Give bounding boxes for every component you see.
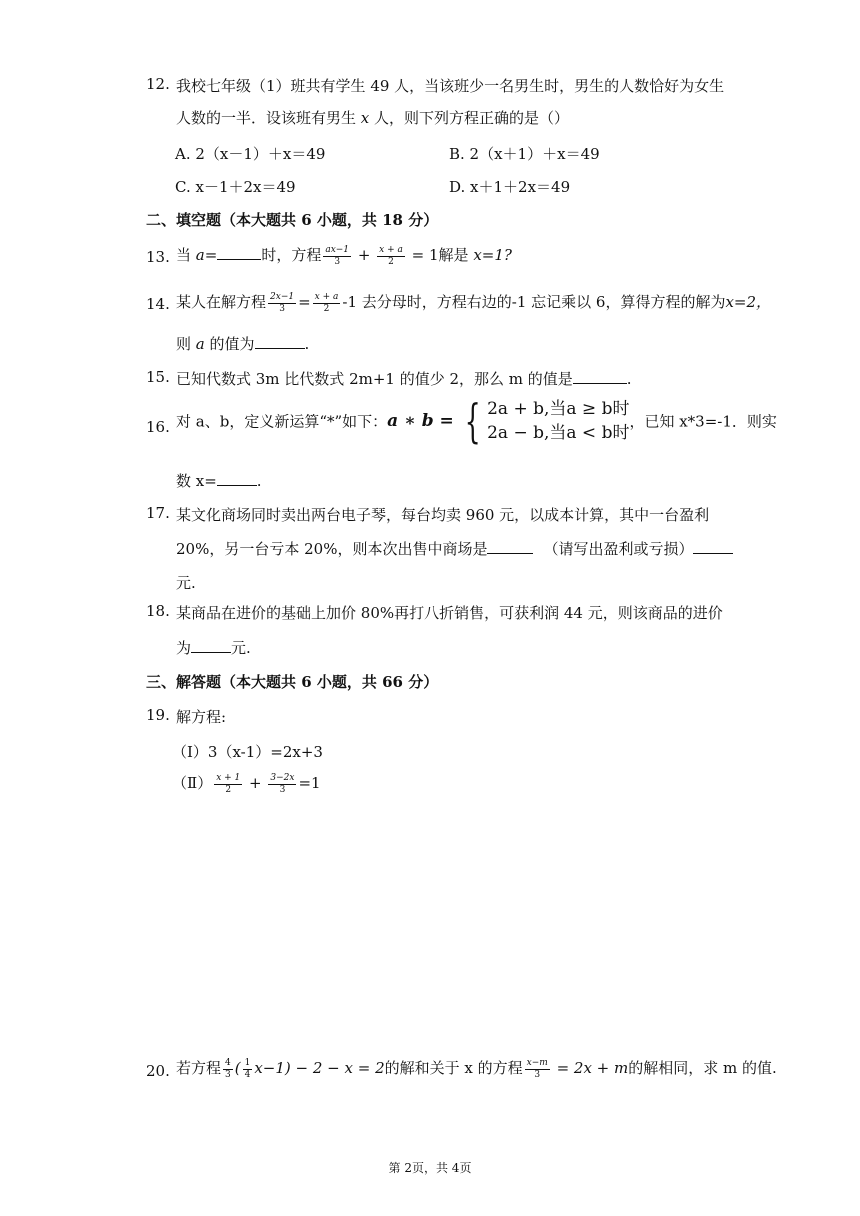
fraction: $\frac{ax-1}{3}$ — [325, 244, 350, 267]
question-number: 13. — [146, 248, 170, 266]
question-text: 元. — [176, 574, 196, 592]
section-heading: 三、解答题（本大题共 6 小题，共 66 分） — [146, 673, 439, 691]
question-text: 我校七年级（1）班共有学生 49 人，当该班少一名男生时，男生的人数恰好为女生 — [176, 77, 725, 95]
answer-blank[interactable] — [487, 539, 533, 554]
page-footer: 第 2页，共 4页 — [388, 1161, 472, 1175]
piecewise-definition: { 2a + b,当a ≥ b时 2a − b,当a < b时 — [464, 394, 630, 448]
fraction: $\frac{4}{3}$ — [225, 1057, 231, 1080]
question-text: 若方程 $\frac{4}{3}$ ( $\frac{1}{4}$ x−1) − 2 − x = 2的解和关于 x 的方程 $\frac{x-m}{3}$ = 2x + m的解相同，求 m 的值. — [176, 1057, 777, 1080]
sub-question: （Ⅱ） $\frac{x + 1}{2}$ + $\frac{3-2x}{3}$ =1 — [172, 772, 321, 795]
question-text: 数 x= . — [176, 472, 262, 490]
option-c[interactable]: C. x－1＋2x＝49 — [175, 178, 296, 196]
fraction: $\frac{3-2x}{3}$ — [270, 772, 295, 795]
fraction: $\frac{2x-1}{3}$ — [270, 291, 295, 314]
question-text: 解方程: — [176, 708, 227, 726]
answer-blank[interactable] — [217, 471, 257, 486]
question-number: 18. — [146, 602, 170, 620]
question-number: 20. — [146, 1062, 170, 1080]
fraction: $\frac{x + a}{2}$ — [314, 291, 339, 314]
fraction: $\frac{1}{4}$ — [244, 1057, 251, 1080]
question-text: 对 a、b，定义新运算“*”如下：a ∗ b = { 2a + b,当a ≥ b时 2a − b,当a < b时 ，已知 x*3=-1．则实 — [176, 394, 777, 448]
answer-blank[interactable] — [191, 638, 231, 653]
question-text: 20%，另一台亏本 20%，则本次出售中商场是 （请写出盈利或亏损） — [176, 538, 733, 559]
answer-blank[interactable] — [573, 369, 627, 384]
question-text: 某商品在进价的基础上加价 80%再打八折销售，可获利润 44 元，则该商品的进价 — [176, 604, 723, 622]
question-text: 人数的一半．设该班有男生 x 人，则下列方程正确的是（） — [176, 109, 570, 127]
answer-blank[interactable] — [693, 539, 733, 554]
operator-definition: a ∗ b = — [387, 411, 454, 431]
fraction: $\frac{x + a}{2}$ — [379, 244, 403, 267]
option-b[interactable]: B. 2（x＋1）＋x＝49 — [449, 145, 600, 163]
sub-question: （Ⅰ）3（x-1）=2x+3 — [172, 743, 323, 761]
answer-blank[interactable] — [217, 245, 261, 260]
fraction: $\frac{x + 1}{2}$ — [216, 772, 241, 795]
question-number: 16. — [146, 418, 170, 436]
answer-blank[interactable] — [255, 334, 305, 349]
section-heading: 二、填空题（本大题共 6 小题，共 18 分） — [146, 211, 439, 229]
question-number: 14. — [146, 295, 170, 313]
question-text: 当 a= 时，方程 $\frac{ax-1}{3}$ + $\frac{x + a}{2}$ = 1解是 x=1? — [176, 244, 512, 267]
question-text: 某文化商场同时卖出两台电子琴，每台均卖 960 元，以成本计算，其中一台盈利 — [176, 506, 710, 524]
question-text: 为 元. — [176, 639, 251, 657]
question-text: 某人在解方程 $\frac{2x-1}{3}$ = $\frac{x + a}{2}$ -1 去分母时，方程右边的-1 忘记乘以 6，算得方程的解为x=2， — [176, 291, 772, 314]
option-a[interactable]: A. 2（x－1）＋x＝49 — [175, 145, 326, 163]
question-number: 12. — [146, 75, 170, 93]
question-number: 17. — [146, 504, 170, 522]
option-d[interactable]: D. x＋1＋2x＝49 — [449, 178, 571, 196]
question-text: 则 a 的值为 . — [176, 335, 310, 353]
question-number: 15. — [146, 368, 170, 386]
question-number: 19. — [146, 706, 170, 724]
question-text: 已知代数式 3m 比代数式 2m+1 的值少 2，那么 m 的值是 . — [176, 370, 632, 388]
fraction: $\frac{x-m}{3}$ — [526, 1057, 548, 1080]
